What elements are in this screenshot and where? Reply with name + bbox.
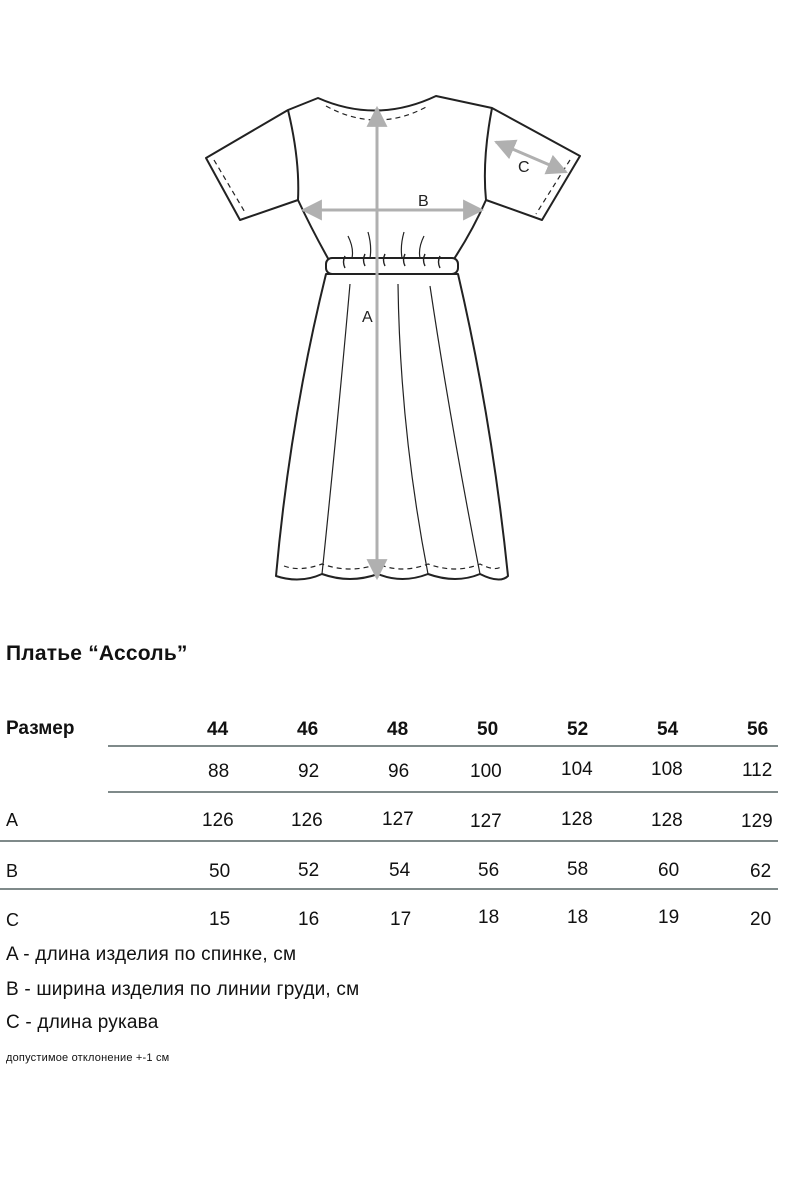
table-cell: 126 xyxy=(202,810,234,831)
table-cell: 50 xyxy=(209,861,231,882)
row-label-b: B xyxy=(6,861,19,881)
bodice-outline xyxy=(206,96,580,262)
size-col: 52 xyxy=(567,719,589,740)
size-header-label: Размер xyxy=(6,718,75,739)
table-cell: 58 xyxy=(567,859,589,880)
table-cell: 56 xyxy=(478,860,500,881)
right-sleeve-seam xyxy=(485,108,492,200)
table-cell: 18 xyxy=(478,907,500,928)
table-cell: 18 xyxy=(567,907,589,928)
table-cell: 108 xyxy=(651,759,683,780)
table-cell: 126 xyxy=(291,810,323,831)
right-hem-stitch xyxy=(536,160,570,214)
measure-label-b: B xyxy=(418,193,429,210)
table-cell: 127 xyxy=(470,811,502,832)
table-divider xyxy=(0,840,778,842)
left-hem-stitch xyxy=(214,160,246,214)
table-cell: 127 xyxy=(382,809,414,830)
table-divider xyxy=(108,745,778,747)
size-col: 54 xyxy=(657,719,679,740)
table-cell: 88 xyxy=(208,761,230,782)
legend-a: A - длина изделия по спинке, см xyxy=(6,944,297,965)
measure-label-c: C xyxy=(518,159,530,176)
skirt-outline xyxy=(276,274,508,580)
table-cell: 128 xyxy=(651,810,683,831)
product-title: Платье “Ассоль” xyxy=(6,642,188,665)
table-cell: 20 xyxy=(750,909,772,930)
size-col: 44 xyxy=(207,719,229,740)
size-table xyxy=(0,700,800,940)
tolerance-note: допустимое отклонение +-1 см xyxy=(6,1052,170,1064)
row-label-a: A xyxy=(6,810,19,830)
table-divider xyxy=(108,791,778,793)
table-cell: 92 xyxy=(298,761,320,782)
table-divider xyxy=(0,888,778,890)
measure-label-a: A xyxy=(362,309,373,326)
table-cell: 16 xyxy=(298,909,320,930)
table-cell: 128 xyxy=(561,809,593,830)
row-label-c: C xyxy=(6,910,19,930)
size-col: 46 xyxy=(297,719,319,740)
table-cell: 100 xyxy=(470,761,502,782)
size-col: 48 xyxy=(387,719,409,740)
measure-line-c xyxy=(496,142,566,172)
table-cell: 52 xyxy=(298,860,320,881)
legend-b: B - ширина изделия по линии груди, см xyxy=(6,979,360,1000)
legend-c: C - длина рукава xyxy=(6,1012,159,1033)
table-cell: 129 xyxy=(741,811,773,832)
table-cell: 62 xyxy=(750,861,772,882)
left-sleeve-seam xyxy=(288,110,298,200)
bodice-gathers xyxy=(348,232,424,258)
table-cell: 96 xyxy=(388,761,410,782)
table-cell: 104 xyxy=(561,759,593,780)
table-cell: 17 xyxy=(390,909,412,930)
table-cell: 112 xyxy=(742,760,773,781)
table-cell: 19 xyxy=(658,907,680,928)
table-cell: 54 xyxy=(389,860,411,881)
table-cell: 60 xyxy=(658,860,680,881)
table-cell: 15 xyxy=(209,909,231,930)
size-col: 56 xyxy=(747,719,769,740)
size-col: 50 xyxy=(477,719,499,740)
